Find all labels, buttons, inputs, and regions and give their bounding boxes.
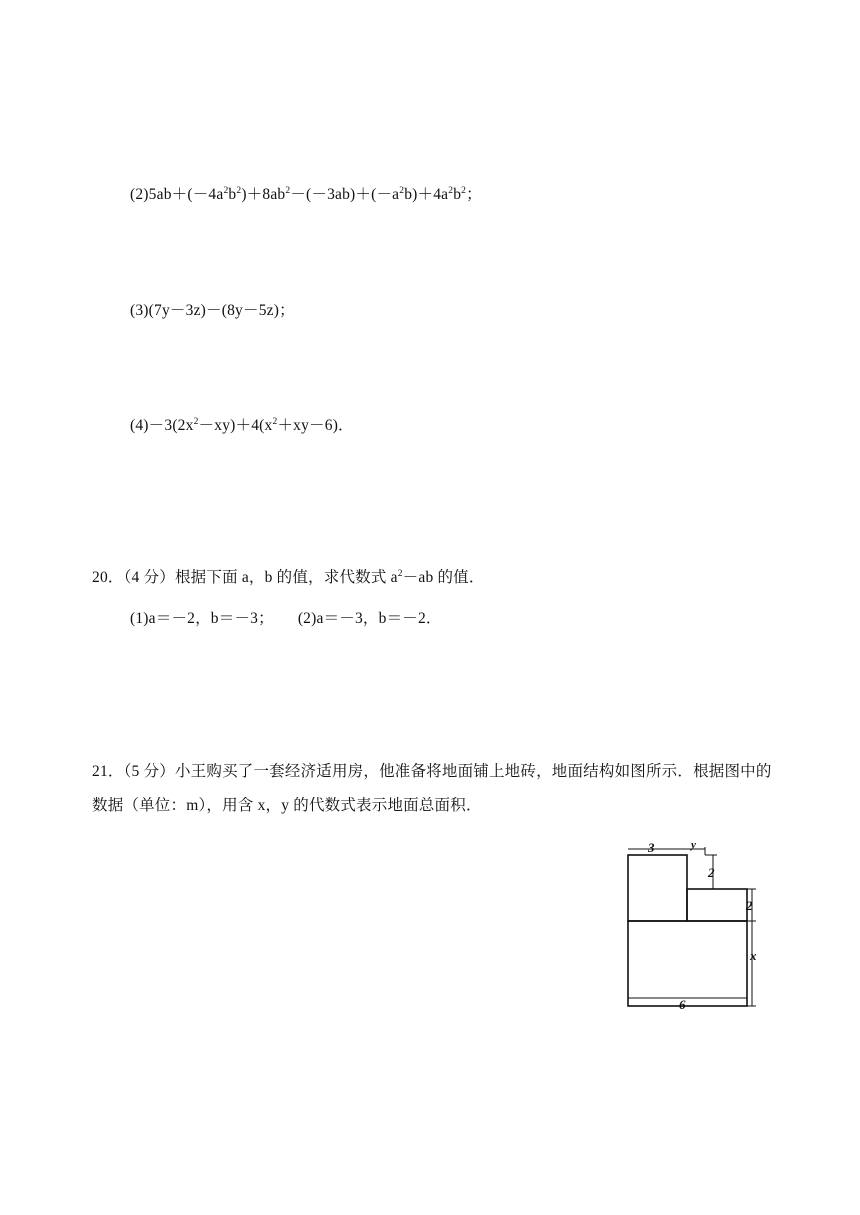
dim-label-right-middle-2: 2 — [746, 898, 753, 913]
problem-20-stem: 20．（4 分）根据下面 a，b 的值，求代数式 $a^2-ab$ 的值． — [92, 569, 485, 586]
floor-room-top-left — [628, 855, 687, 921]
dim-label-right-upper-2: 2 — [708, 865, 715, 880]
problem-20-part-1: (1)a＝－2，b＝－3； — [130, 610, 274, 627]
problem-19-item-3: (3)(7y－3z)－(8y－5z)； — [130, 302, 295, 319]
problem-20-part-2: (2)a＝－3，b＝－2． — [297, 610, 442, 627]
dim-label-bottom-6: 6 — [679, 997, 686, 1012]
problem-21-stem: 21．（5 分）小王购买了一套经济适用房，他准备将地面铺上地砖，地面结构如图所示．根据图中的数据（单位：m），用含 x，y 的代数式表示地面总面积． — [92, 763, 772, 814]
problem-19-item-2: $(2)5ab+(-4a^2b^2)+8ab^2-(-3ab)+(-a^2b)+4a^2b^2$； — [130, 186, 482, 203]
floor-plan-figure — [620, 838, 770, 1016]
floor-room-middle-right — [687, 889, 747, 921]
dim-label-right-x: x — [750, 948, 757, 963]
problem-20-parts — [130, 606, 442, 628]
problem-19-item-4: $(4)-3(2x^2-xy)+4(x^2+xy-6)$． — [130, 417, 354, 434]
dimension-lines — [628, 847, 756, 1006]
dim-label-top-3: 3 — [648, 840, 655, 855]
dim-label-top-y: y — [691, 839, 696, 851]
floor-room-bottom — [628, 921, 747, 1006]
